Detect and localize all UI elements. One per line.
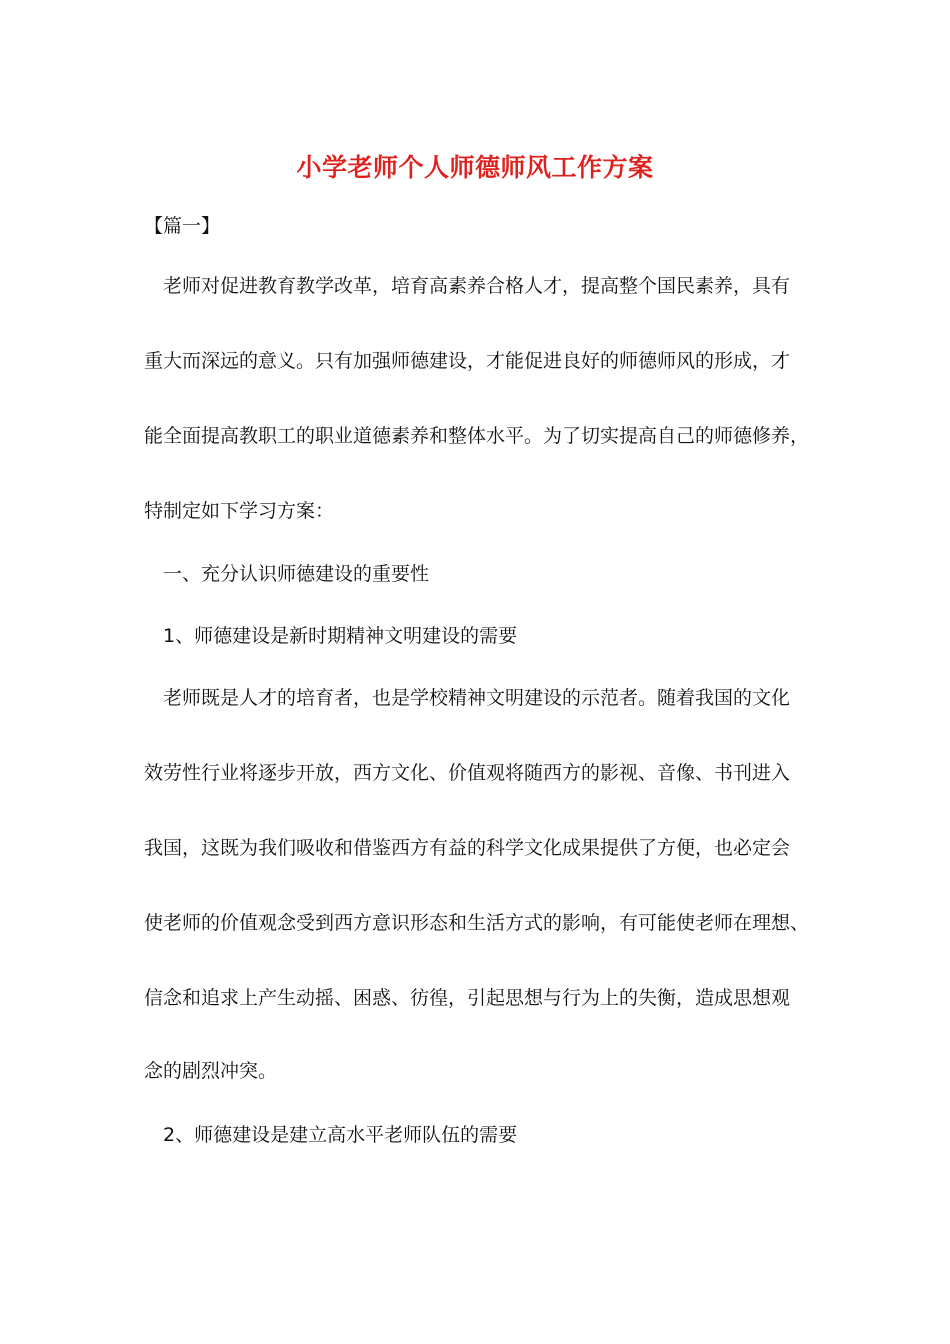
paragraph-line: 重大而深远的意义。只有加强师德建设，才能促进良好的师德师风的形成，才	[144, 350, 791, 372]
paragraph-line: 老师既是人才的培育者，也是学校精神文明建设的示范者。随着我国的文化	[163, 687, 791, 709]
subsection-heading: 1、师德建设是新时期精神文明建设的需要	[163, 625, 518, 647]
paragraph-line: 老师对促进教育教学改革，培育高素养合格人才，提高整个国民素养，具有	[163, 275, 791, 297]
paragraph-line: 信念和追求上产生动摇、困惑、彷徨，引起思想与行为上的失衡，造成思想观	[144, 987, 791, 1009]
paragraph-line: 使老师的价值观念受到西方意识形态和生活方式的影响，有可能使老师在理想、	[144, 912, 810, 934]
paragraph-line: 效劳性行业将逐步开放，西方文化、价值观将随西方的影视、音像、书刊进入	[144, 762, 791, 784]
document-title: 小学老师个人师德师风工作方案	[296, 153, 654, 182]
paragraph-line: 我国，这既为我们吸收和借鉴西方有益的科学文化成果提供了方便，也必定会	[144, 837, 791, 859]
paragraph-line: 能全面提高教职工的职业道德素养和整体水平。为了切实提高自己的师德修养，	[144, 425, 810, 447]
subsection-heading: 2、师德建设是建立高水平老师队伍的需要	[163, 1124, 518, 1146]
section-tag: 【篇一】	[144, 215, 221, 237]
paragraph-line: 念的剧烈冲突。	[144, 1060, 278, 1082]
paragraph-line: 特制定如下学习方案：	[144, 500, 335, 522]
section-heading: 一、充分认识师德建设的重要性	[163, 563, 430, 585]
